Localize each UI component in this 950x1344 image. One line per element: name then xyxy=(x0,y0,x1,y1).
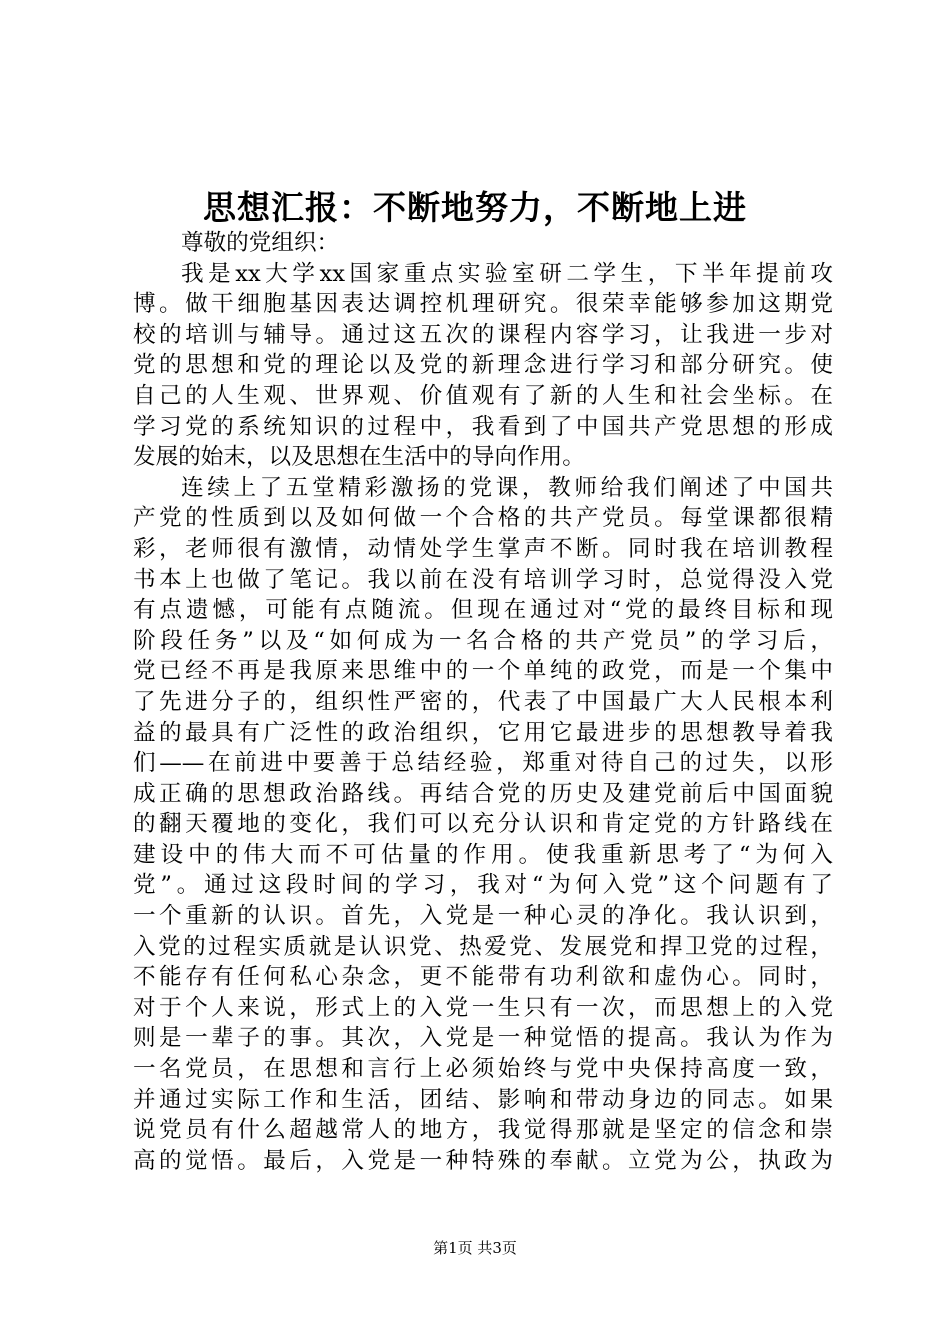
body-line: 并通过实际工作和生活，团结、影响和带动身边的同志。如果 xyxy=(133,1086,833,1113)
body-line: 我是xx大学xx国家重点实验室研二学生，下半年提前攻 xyxy=(181,260,833,287)
body-line: 学习党的系统知识的过程中，我看到了中国共产党思想的形成 xyxy=(133,413,833,440)
body-line: 校的培训与辅导。通过这五次的课程内容学习，让我进一步对 xyxy=(133,321,833,348)
body-line: 尊敬的党组织： xyxy=(181,230,340,256)
body-line: 书本上也做了笔记。我以前在没有培训学习时，总觉得没入党 xyxy=(133,566,833,593)
body-line: 一个重新的认识。首先，入党是一种心灵的净化。我认识到， xyxy=(133,903,833,930)
body-line: 博。做干细胞基因表达调控机理研究。很荣幸能够参加这期党 xyxy=(133,291,833,318)
body-line: 益的最具有广泛性的政治组织，它用它最进步的思想教导着我 xyxy=(133,719,833,746)
body-line: 说党员有什么超越常人的地方，我觉得那就是坚定的信念和崇 xyxy=(133,1117,833,1144)
body-line: 彩，老师很有激情，动情处学生掌声不断。同时我在培训教程 xyxy=(133,535,833,562)
document-title: 思想汇报：不断地努力，不断地上进 xyxy=(203,188,747,227)
body-line: 阶段任务”以及“如何成为一名合格的共产党员”的学习后， xyxy=(133,627,833,654)
body-line: 自己的人生观、世界观、价值观有了新的人生和社会坐标。在 xyxy=(133,382,833,409)
page-footer: 第1页 共3页 xyxy=(433,1239,517,1257)
body-line: 不能存有任何私心杂念，更不能带有功利欲和虚伪心。同时， xyxy=(133,964,833,991)
body-line: 了先进分子的，组织性严密的，代表了中国最广大人民根本利 xyxy=(133,688,833,715)
body-line: 连续上了五堂精彩激扬的党课，教师给我们阐述了中国共 xyxy=(181,474,833,501)
body-line: 发展的始末，以及思想在生活中的导向作用。 xyxy=(133,444,585,471)
body-line: 们——在前进中要善于总结经验，郑重对待自己的过失，以形 xyxy=(133,750,833,777)
body-line: 的翻天覆地的变化，我们可以充分认识和肯定党的方针路线在 xyxy=(133,811,833,838)
body-line: 党的思想和党的理论以及党的新理念进行学习和部分研究。使 xyxy=(133,352,833,379)
body-line: 产党的性质到以及如何做一个合格的共产党员。每堂课都很精 xyxy=(133,505,833,532)
body-line: 建设中的伟大而不可估量的作用。使我重新思考了“为何入 xyxy=(133,841,833,868)
body-line: 高的觉悟。最后，入党是一种特殊的奉献。立党为公，执政为 xyxy=(133,1147,833,1174)
body-line: 成正确的思想政治路线。再结合党的历史及建党前后中国面貌 xyxy=(133,780,833,807)
body-line: 有点遗憾，可能有点随流。但现在通过对“党的最终目标和现 xyxy=(133,597,833,624)
body-line: 则是一辈子的事。其次，入党是一种觉悟的提高。我认为作为 xyxy=(133,1025,833,1052)
body-line: 一名党员，在思想和言行上必须始终与党中央保持高度一致， xyxy=(133,1056,833,1083)
body-line: 对于个人来说，形式上的入党一生只有一次，而思想上的入党 xyxy=(133,994,833,1021)
body-line: 入党的过程实质就是认识党、热爱党、发展党和捍卫党的过程， xyxy=(133,933,833,960)
body-line: 党已经不再是我原来思维中的一个单纯的政党，而是一个集中 xyxy=(133,658,833,685)
body-line: 党”。通过这段时间的学习，我对“为何入党”这个问题有了 xyxy=(133,872,833,899)
document-body xyxy=(133,228,833,1176)
